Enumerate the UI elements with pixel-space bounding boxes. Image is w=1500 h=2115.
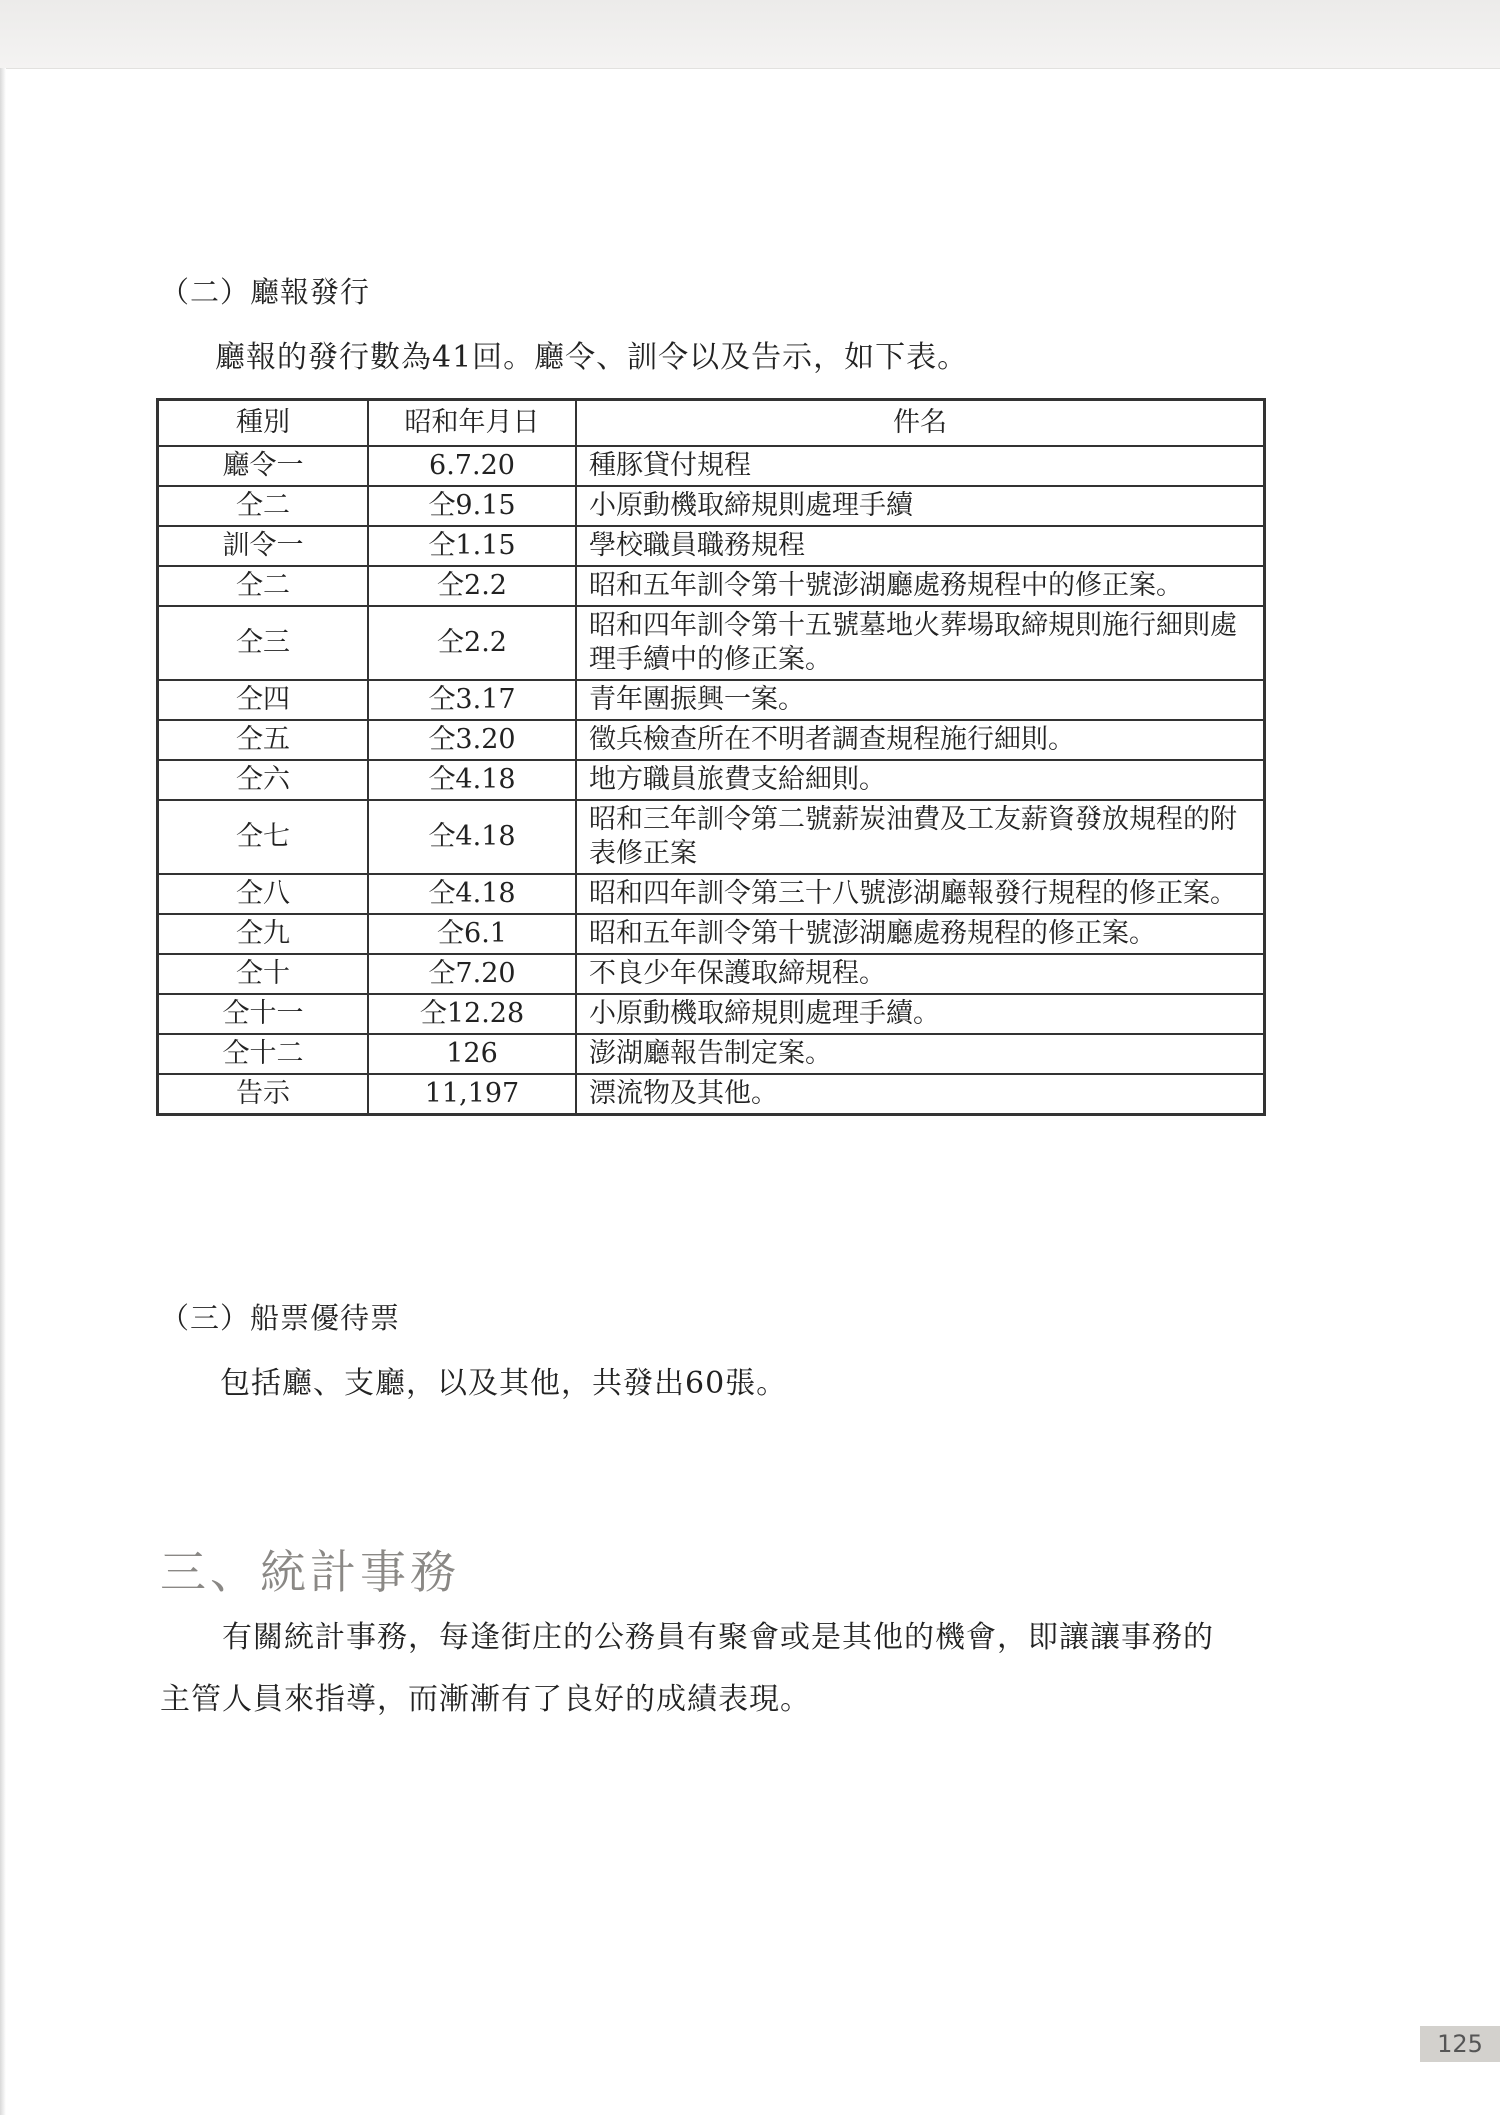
cell-date: 6.7.20 xyxy=(368,446,576,486)
cell-name: 學校職員職務規程 xyxy=(576,526,1265,566)
table-row xyxy=(158,994,1265,1034)
subsection-heading-gazette: （二）廳報發行 xyxy=(160,275,371,309)
cell-name: 昭和五年訓令第十號澎湖廳處務規程的修正案。 xyxy=(576,914,1265,954)
page-left-edge xyxy=(0,68,6,2115)
cell-type: 仝九 xyxy=(158,914,369,954)
table-row xyxy=(158,680,1265,720)
table-row xyxy=(158,914,1265,954)
table-row xyxy=(158,720,1265,760)
cell-type: 仝十二 xyxy=(158,1034,369,1074)
cell-date: 仝2.2 xyxy=(368,606,576,680)
header-title: 件名 xyxy=(576,400,1265,447)
cell-type: 告示 xyxy=(158,1074,369,1115)
cell-date: 仝6.1 xyxy=(368,914,576,954)
cell-date: 仝9.15 xyxy=(368,486,576,526)
gazette-intro-text: 廳報的發行數為41回。廳令、訓令以及告示，如下表。 xyxy=(215,340,969,375)
cell-type: 仝七 xyxy=(158,800,369,874)
cell-name: 小原動機取締規則處理手續 xyxy=(576,486,1265,526)
cell-type: 仝六 xyxy=(158,760,369,800)
subsection-heading-ship-ticket: （三）船票優待票 xyxy=(160,1301,401,1335)
cell-type: 訓令一 xyxy=(158,526,369,566)
table-row xyxy=(158,486,1265,526)
cell-type: 仝五 xyxy=(158,720,369,760)
cell-name: 漂流物及其他。 xyxy=(576,1074,1265,1115)
section-title-statistics: 三、統計事務 xyxy=(160,1545,460,1599)
header-date: 昭和年月日 xyxy=(368,400,576,447)
cell-name: 小原動機取締規則處理手續。 xyxy=(576,994,1265,1034)
page-top-band xyxy=(0,0,1500,69)
cell-name: 昭和三年訓令第二號薪炭油費及工友薪資發放規程的附表修正案 xyxy=(576,800,1265,874)
cell-date: 仝4.18 xyxy=(368,760,576,800)
cell-date: 仝4.18 xyxy=(368,874,576,914)
table-row xyxy=(158,874,1265,914)
table-row xyxy=(158,1034,1265,1074)
table-row xyxy=(158,954,1265,994)
cell-date: 仝1.15 xyxy=(368,526,576,566)
cell-type: 仝十 xyxy=(158,954,369,994)
table-row xyxy=(158,1074,1265,1115)
cell-date: 仝2.2 xyxy=(368,566,576,606)
cell-name: 種豚貸付規程 xyxy=(576,446,1265,486)
decree-table xyxy=(156,398,1266,1116)
cell-name: 昭和五年訓令第十號澎湖廳處務規程中的修正案。 xyxy=(576,566,1265,606)
cell-name: 昭和四年訓令第十五號墓地火葬場取締規則施行細則處理手續中的修正案。 xyxy=(576,606,1265,680)
cell-name: 昭和四年訓令第三十八號澎湖廳報發行規程的修正案。 xyxy=(576,874,1265,914)
cell-name: 澎湖廳報告制定案。 xyxy=(576,1034,1265,1074)
cell-type: 仝三 xyxy=(158,606,369,680)
ship-ticket-text: 包括廳、支廳，以及其他，共發出60張。 xyxy=(220,1366,788,1401)
cell-date: 仝7.20 xyxy=(368,954,576,994)
header-type: 種別 xyxy=(158,400,369,447)
cell-type: 廳令一 xyxy=(158,446,369,486)
cell-date: 仝4.18 xyxy=(368,800,576,874)
table-row xyxy=(158,606,1265,680)
cell-type: 仝二 xyxy=(158,486,369,526)
cell-date: 11,197 xyxy=(368,1074,576,1115)
statistics-paragraph-line2: 主管人員來指導，而漸漸有了良好的成績表現。 xyxy=(160,1682,811,1717)
statistics-paragraph-line1: 有關統計事務，每逢街庄的公務員有聚會或是其他的機會，即讓讓事務的 xyxy=(222,1620,1214,1655)
table-header-row xyxy=(158,400,1265,447)
cell-type: 仝八 xyxy=(158,874,369,914)
table-row xyxy=(158,760,1265,800)
table-row xyxy=(158,446,1265,486)
cell-name: 不良少年保護取締規程。 xyxy=(576,954,1265,994)
table-row xyxy=(158,526,1265,566)
cell-date: 仝3.20 xyxy=(368,720,576,760)
page-number: 125 xyxy=(1420,2026,1500,2062)
cell-date: 仝3.17 xyxy=(368,680,576,720)
cell-name: 青年團振興一案。 xyxy=(576,680,1265,720)
cell-date: 126 xyxy=(368,1034,576,1074)
cell-name: 地方職員旅費支給細則。 xyxy=(576,760,1265,800)
table-row xyxy=(158,566,1265,606)
cell-type: 仝二 xyxy=(158,566,369,606)
table-row xyxy=(158,800,1265,874)
cell-type: 仝四 xyxy=(158,680,369,720)
cell-type: 仝十一 xyxy=(158,994,369,1034)
cell-name: 徵兵檢查所在不明者調查規程施行細則。 xyxy=(576,720,1265,760)
cell-date: 仝12.28 xyxy=(368,994,576,1034)
